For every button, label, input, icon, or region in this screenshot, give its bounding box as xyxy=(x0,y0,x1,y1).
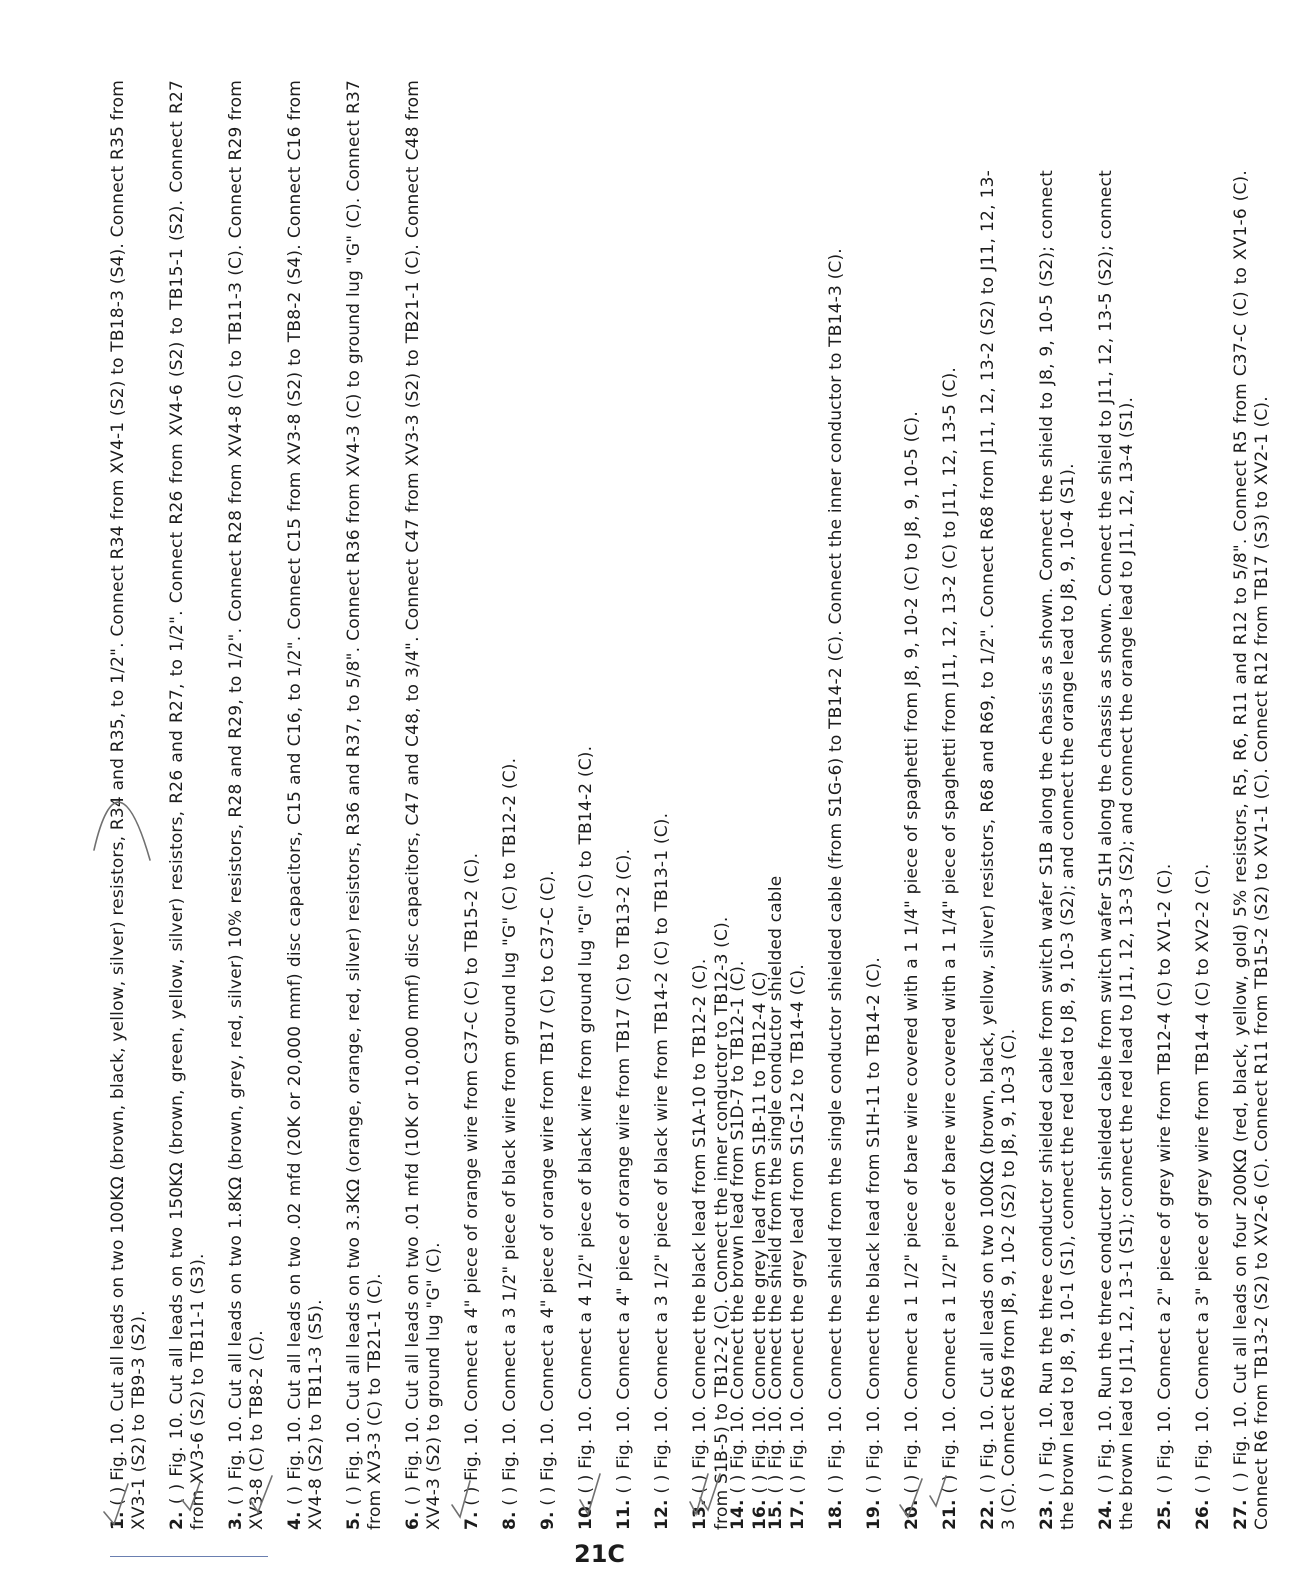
step-26: 26. ( ) Fig. 10. Connect a 3" piece of grey wire from TB14-4 (C) to XV2-2 (C). xyxy=(1193,863,1213,1530)
step-13: 13. ( ) Fig. 10. Connect the black lead from S1A-10 to TB12-2 (C). xyxy=(690,958,710,1530)
step-11: 11. ( ) Fig. 10. Connect a 4" piece of orange wire from TB17 (C) to TB13-2 (C). xyxy=(614,848,634,1530)
step-23: 23. ( ) Fig. 10. Run the three conductor shielded cable from switch wafer S1B along the chassis as shown. Connect the shield to J8, 9, 10-5 (S2); connect the brown lead to J8, 9, 10-1 (S1), connect the red lead to J8, 9, 10-3 (S2); and connect the orange lead to J8, 9, 10-4 (S1). xyxy=(1037,170,1078,1530)
step-15: 15. ( ) Fig. 10. Connect the shield from the single conductor shielded cable xyxy=(766,875,786,1530)
step-21: 21. ( ) Fig. 10. Connect a 1 1/2" piece of bare wire covered with a 1 1/4" piece of spaghetti from J11, 12, 13-2 (C) to J11, 12, 13-5 (C). xyxy=(940,366,960,1530)
step-8: 8. ( ) Fig. 10. Connect a 3 1/2" piece of black wire from ground lug "G" (C) to TB12-2 (C). xyxy=(500,757,520,1530)
step-10: 10. ( ) Fig. 10. Connect a 4 1/2" piece of black wire from ground lug "G" (C) to TB14-2 (C). xyxy=(576,745,596,1530)
step-1: 1. ( ) Fig. 10. Cut all leads on two 100KΩ (brown, black, yellow, silver) resistors, R34 and R35, to 1/2". Connect R34 from XV4-1 (S2) to TB18-3 (S4). Connect R35 from XV3-1 (S2) to TB9-3 (S2). xyxy=(108,80,149,1530)
step-22: 22. ( ) Fig. 10. Cut all leads on two 100KΩ (brown, black, yellow, silver) resistors, R68 and R69, to 1/2". Connect R68 from J11, 12, 13-2 (S2) to J11, 12, 13-3 (C). Connect R69 from J8, 9, 10-2 (S2) to J8, 9, 10-3 (C). xyxy=(978,169,1019,1530)
step-17: 17. ( ) Fig. 10. Connect the grey lead from S1G-12 to TB14-4 (C). xyxy=(788,964,808,1530)
step-19: 19. ( ) Fig. 10. Connect the black lead from S1H-11 to TB14-2 (C). xyxy=(864,957,884,1530)
step-2: 2. ( ) Fig. 10. Cut all leads on two 150KΩ (brown, green, yellow, silver) resistors, R26 and R27, to 1/2". Connect R26 from XV4-6 (S2) to TB15-1 (S2). Connect R27 from XV3-6 (S2) to TB11-1 (S3). xyxy=(167,79,208,1530)
step-6: 6. ( ) Fig. 10. Cut all leads on two .01 mfd (10K or 10,000 mmf) disc capacitors, C47 and C48, to 3/4". Connect C47 from XV3-3 (S2) to TB21-1 (C). Connect C48 from XV4-3 (S2) to ground lug "G" (C). xyxy=(403,80,444,1530)
step-27: 27. ( ) Fig. 10. Cut all leads on four 200KΩ (red, black, yellow, gold) 5% resistors, R5, R6, R11 and R12 to 5/8". Connect R5 from C37-C (C) to XV1-6 (C). Connect R6 from TB13-2 (S2) to XV2-6 (C). Connect R11 from TB15-2 (S2) to XV1-1 (C). Connect R12 from TB17 (S3) to XV2-1 (C). xyxy=(1231,170,1272,1530)
step-9: 9. ( ) Fig. 10. Connect a 4" piece of orange wire from TB17 (C) to C37-C (C). xyxy=(538,870,558,1530)
step-24: 24. ( ) Fig. 10. Run the three conductor shielded cable from switch wafer S1H along the chassis as shown. Connect the shield to J11, 12, 13-5 (S2); connect the brown lead to J11, 12, 13-1 (S1); connect the red lead to J11, 12, 13-3 (S2); and connect the orange lead to J11, 12, 13-4 (S1). xyxy=(1096,170,1137,1530)
step-20: 20. ( ) Fig. 10. Connect a 1 1/2" piece of bare wire covered with a 1 1/4" piece of spaghetti from J8, 9, 10-2 (C) to J8, 9, 10-5 (C). xyxy=(902,411,922,1530)
divider-rule xyxy=(110,1556,268,1557)
left-column xyxy=(108,80,804,1530)
step-5: 5. ( ) Fig. 10. Cut all leads on two 3.3KΩ (orange, orange, red, silver) resistors, R36 and R37, to 5/8". Connect R36 from XV4-3 (C) to ground lug "G" (C). Connect R37 from XV3-3 (C) to TB21-1 (C). xyxy=(344,79,385,1530)
step-16: 16. ( ) Fig. 10. Connect the grey lead from S1B-11 to TB12-4 (C) xyxy=(750,971,770,1530)
step-12: 12. ( ) Fig. 10. Connect a 3 1/2" piece of black wire from TB14-2 (C) to TB13-1 (C). xyxy=(652,812,672,1530)
step-7: 7. ( ) Fig. 10. Connect a 4" piece of orange wire from C37-C (C) to TB15-2 (C). xyxy=(462,852,482,1530)
step-25: 25. ( ) Fig. 10. Connect a 2" piece of grey wire from TB12-4 (C) to XV1-2 (C). xyxy=(1155,863,1175,1530)
step-4: 4. ( ) Fig. 10. Cut all leads on two .02 mfd (20K or 20,000 mmf) disc capacitors, C15 and C16, to 1/2". Connect C15 from XV3-8 (S2) to TB8-2 (S4). Connect C16 from XV4-8 (S2) to TB11-3 (S5). xyxy=(285,80,326,1530)
step-3: 3. ( ) Fig. 10. Cut all leads on two 1.8KΩ (brown, grey, red, silver) 10% resistors, R28 and R29, to 1/2". Connect R28 from XV4-8 (C) to TB11-3 (C). Connect R29 from XV3-8 (C) to TB8-2 (C). xyxy=(226,80,267,1530)
step-14: 14. ( ) Fig. 10. Connect the brown lead from S1D-7 to TB12-1 (C). xyxy=(728,960,748,1530)
step-18: 18. ( ) Fig. 10. Connect the shield from the single conductor shielded cable (from S1G-6) to TB14-2 (C). Connect the inner conductor to TB14-3 (C). xyxy=(826,248,846,1530)
page-number: 21C xyxy=(574,1540,626,1568)
step-15-continued: from S1B-5) to TB12-2 (C). Connect the inner conductor to TB12-3 (C). xyxy=(712,916,732,1530)
right-column xyxy=(712,170,1290,1530)
